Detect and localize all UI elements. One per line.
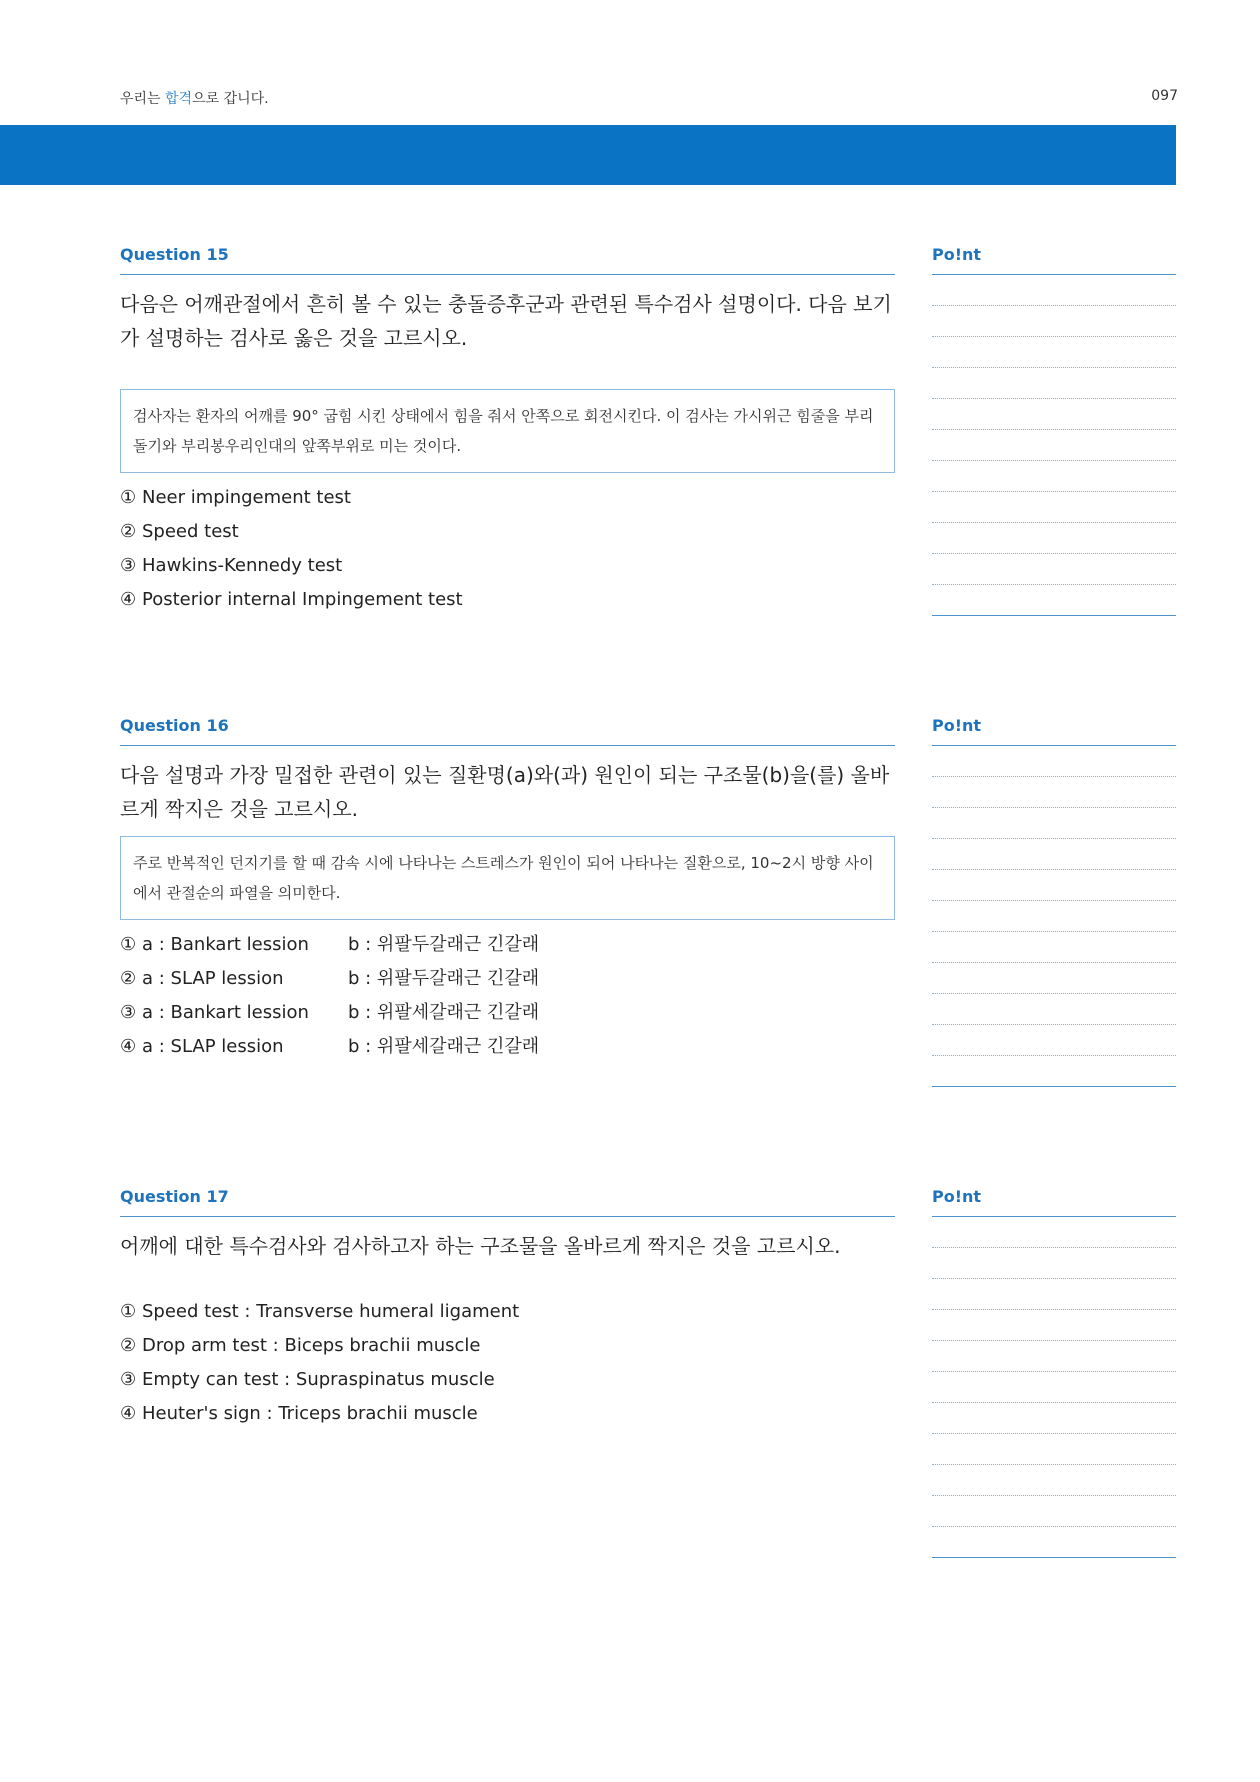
note-lines	[932, 275, 1176, 616]
options-list	[120, 928, 895, 1064]
point-title: Po!nt	[932, 245, 1176, 275]
option-2[interactable]: ② Drop arm test : Biceps brachii muscle	[120, 1335, 481, 1356]
option-1[interactable]: ① Neer impingement test	[120, 487, 351, 508]
option-3[interactable]: ③ Hawkins-Kennedy test	[120, 555, 343, 576]
option-4[interactable]: ④ Heuter's sign : Triceps brachii muscle	[120, 1403, 478, 1424]
question-text: 다음은 어깨관절에서 흔히 볼 수 있는 충돌증후군과 관련된 특수검사 설명이다. 다음 보기가 설명하는 검사로 옳은 것을 고르시오.	[120, 292, 892, 350]
note-lines	[932, 1217, 1176, 1558]
option-1[interactable]: ① a : Bankart lession b : 위팔두갈래근 긴갈래	[120, 934, 540, 955]
question-text: 어깨에 대한 특수검사와 검사하고자 하는 구조물을 올바르게 짝지은 것을 고르시오.	[120, 1234, 841, 1258]
point-notes-15	[932, 245, 1176, 616]
question-15	[120, 245, 895, 617]
option-1[interactable]: ① Speed test : Transverse humeral ligament	[120, 1301, 520, 1322]
question-title: Question 16	[120, 716, 895, 746]
header-highlight: 합격	[165, 91, 193, 107]
header-text-after: 으로 갑니다.	[192, 91, 269, 107]
page-number: 097	[1151, 88, 1178, 104]
question-title: Question 17	[120, 1187, 895, 1217]
point-title: Po!nt	[932, 1187, 1176, 1217]
question-title: Question 15	[120, 245, 895, 275]
question-text: 다음 설명과 가장 밀접한 관련이 있는 질환명(a)와(과) 원인이 되는 구조물(b)을(를) 올바르게 짝지은 것을 고르시오.	[120, 763, 890, 821]
header-banner	[0, 125, 1176, 185]
question-box: 주로 반복적인 던지기를 할 때 감속 시에 나타나는 스트레스가 원인이 되어 나타나는 질환으로, 10~2시 방향 사이에서 관절순의 파열을 의미한다.	[120, 836, 895, 920]
option-2[interactable]: ② Speed test	[120, 521, 239, 542]
question-box: 검사자는 환자의 어깨를 90° 굽힘 시킨 상태에서 힘을 줘서 안쪽으로 회전시킨다. 이 검사는 가시위근 힘줄을 부리돌기와 부리봉우리인대의 앞쪽부위로 미는 것이다.	[120, 389, 895, 473]
header-text-before: 우리는	[120, 91, 166, 107]
question-17	[120, 1187, 895, 1431]
point-title: Po!nt	[932, 716, 1176, 746]
point-notes-17	[932, 1187, 1176, 1558]
option-4[interactable]: ④ a : SLAP lession b : 위팔세갈래근 긴갈래	[120, 1036, 540, 1057]
question-16	[120, 716, 895, 1064]
option-3[interactable]: ③ Empty can test : Supraspinatus muscle	[120, 1369, 495, 1390]
point-notes-16	[932, 716, 1176, 1087]
option-3[interactable]: ③ a : Bankart lession b : 위팔세갈래근 긴갈래	[120, 1002, 540, 1023]
options-list	[120, 1295, 895, 1431]
option-2[interactable]: ② a : SLAP lession b : 위팔두갈래근 긴갈래	[120, 968, 540, 989]
option-4[interactable]: ④ Posterior internal Impingement test	[120, 589, 463, 610]
running-header	[120, 88, 269, 108]
options-list	[120, 481, 895, 617]
note-lines	[932, 746, 1176, 1087]
